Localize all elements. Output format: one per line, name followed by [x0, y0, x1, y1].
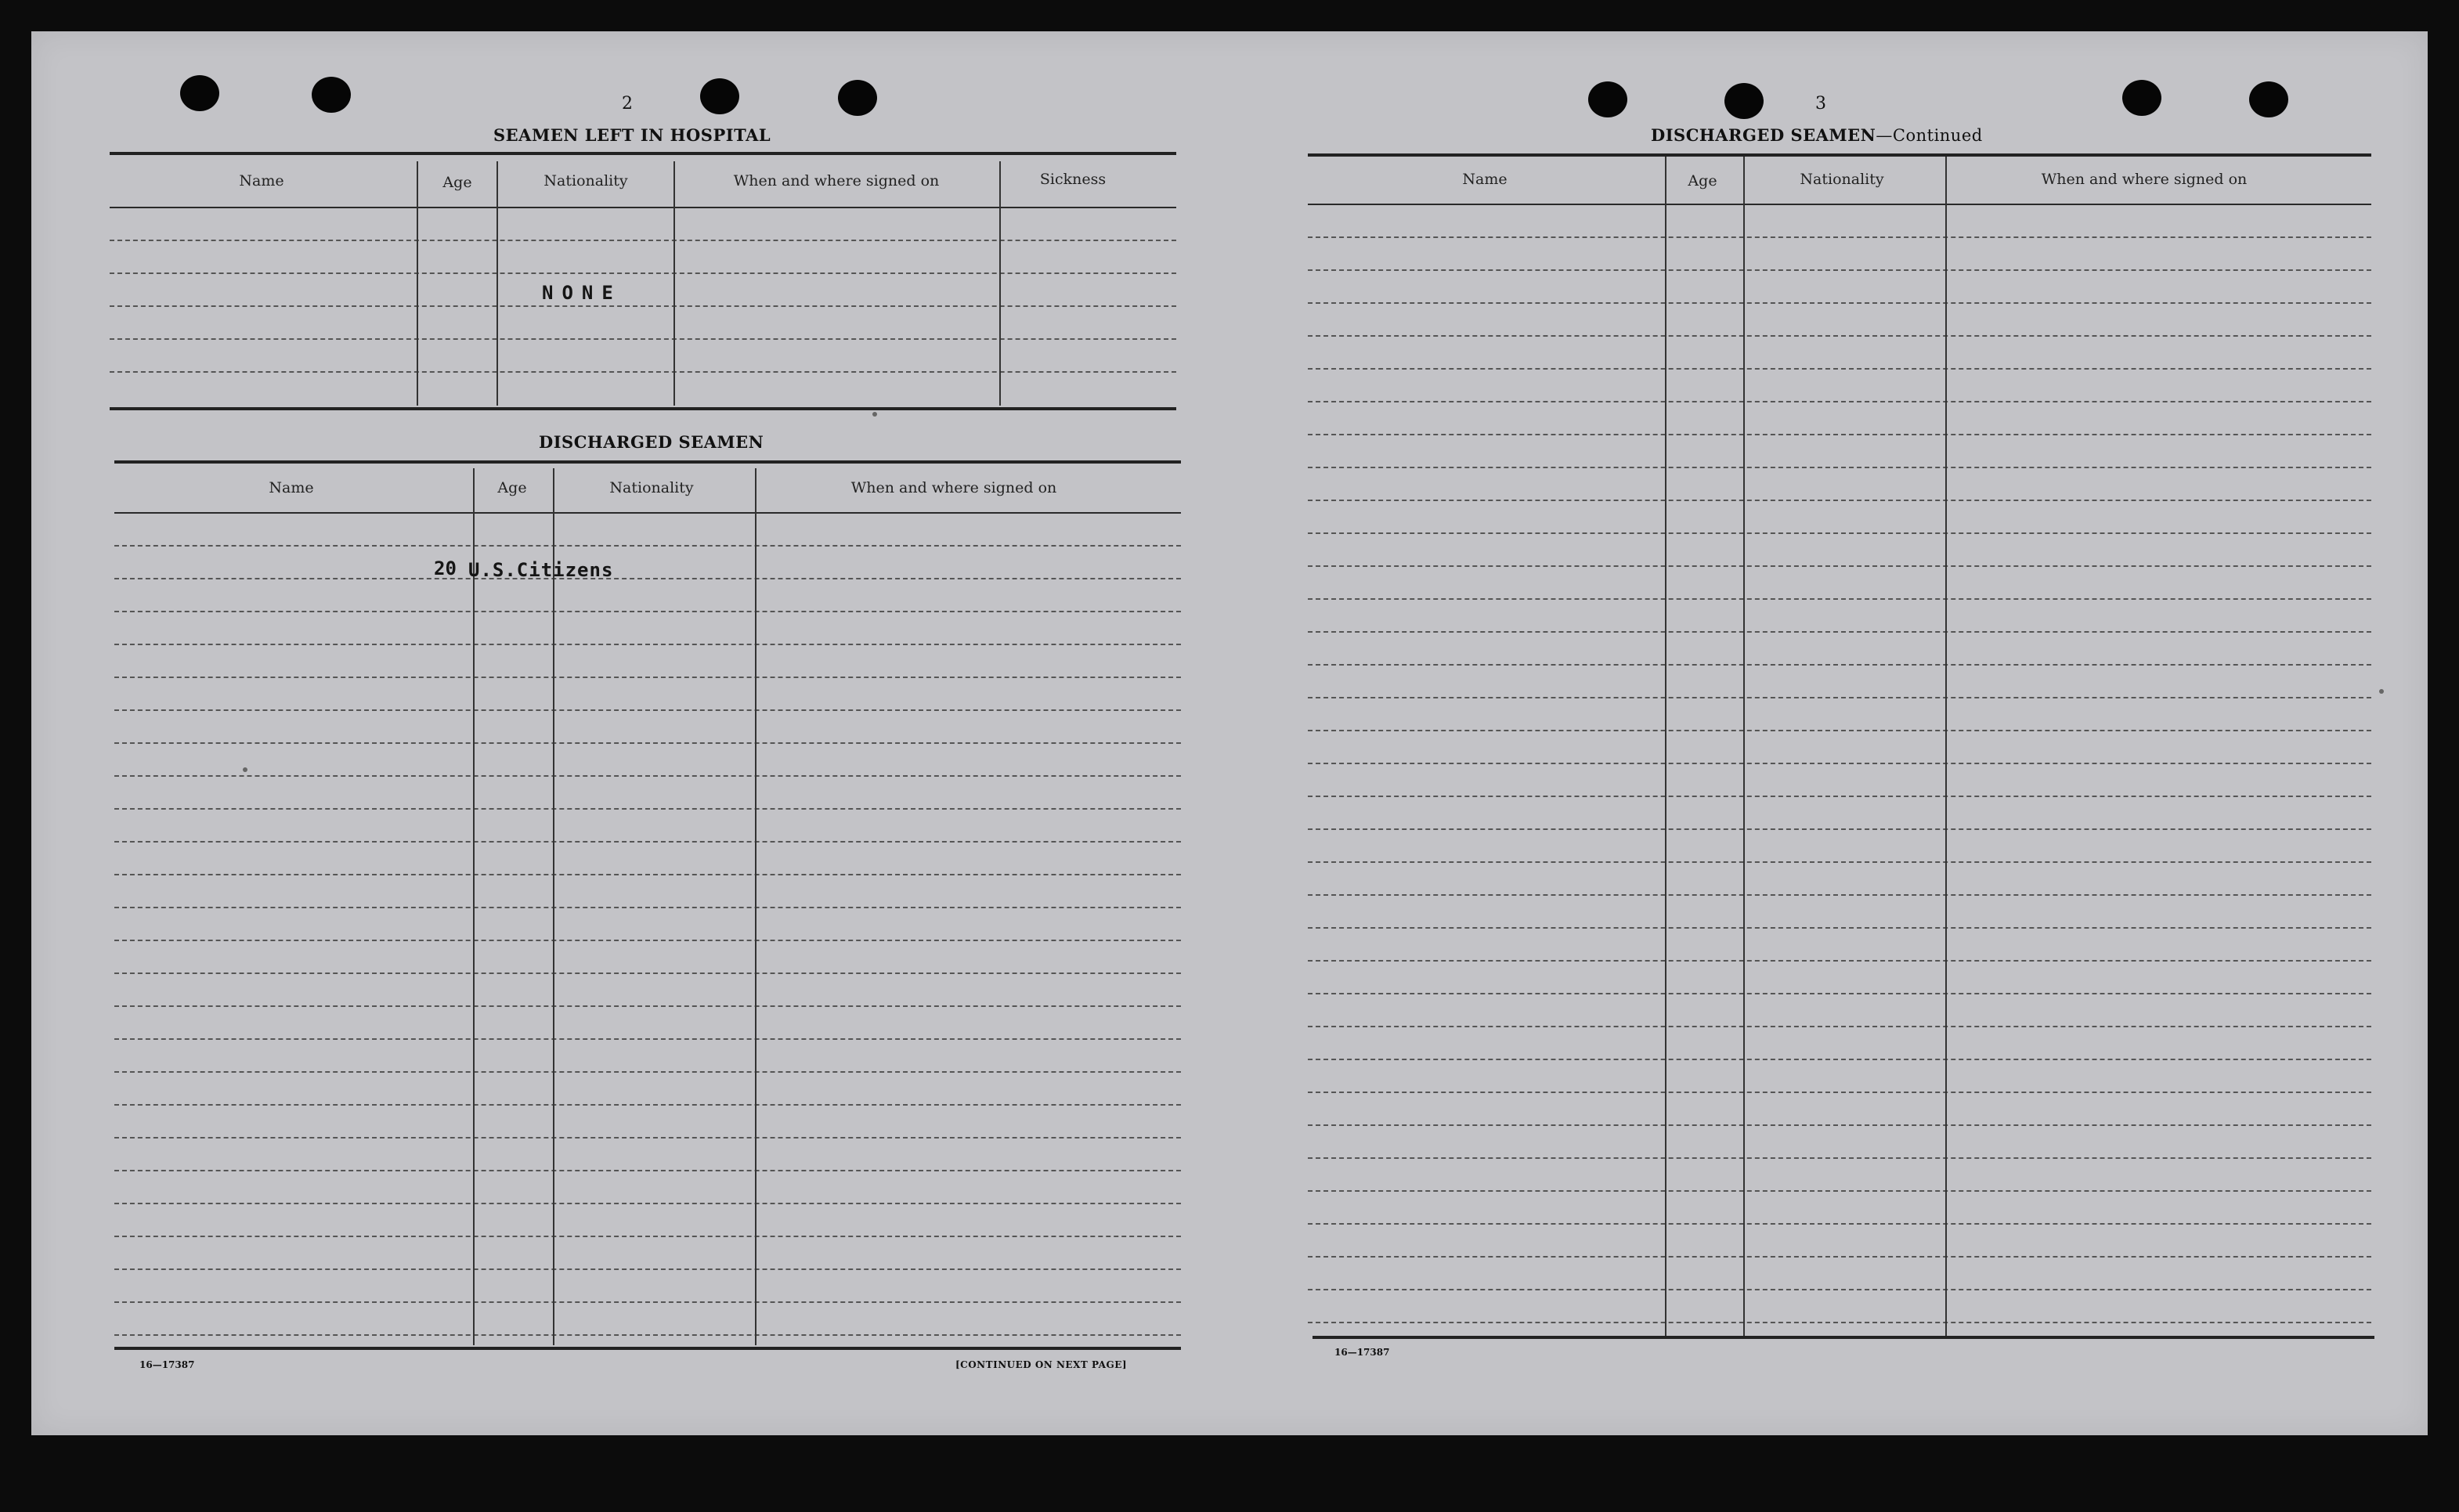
- col-age: Age: [1688, 172, 1717, 189]
- entry-line: [1308, 302, 2371, 304]
- rule: [110, 152, 1176, 155]
- entry-line: [1308, 894, 2371, 896]
- column-divider: [417, 161, 418, 406]
- entry-line: [1308, 763, 2371, 764]
- entry-line: [114, 973, 1181, 974]
- entry-line: [114, 742, 1181, 744]
- entry-line: [114, 940, 1181, 941]
- col-when-where: When and where signed on: [2041, 171, 2248, 188]
- col-nationality: Nationality: [609, 479, 694, 496]
- column-divider: [673, 161, 675, 406]
- entry-line: [1308, 467, 2371, 468]
- entry-line: [114, 611, 1181, 612]
- discharged-section-title: DISCHARGED SEAMEN: [539, 432, 764, 452]
- entry-line: [110, 305, 1176, 307]
- entry-line: [1308, 828, 2371, 830]
- entry-line: [1308, 1059, 2371, 1060]
- entry-line: [110, 272, 1176, 274]
- entry-line: [110, 240, 1176, 241]
- ink-speck: [243, 767, 247, 772]
- entry-line: [1308, 1092, 2371, 1093]
- entry-line: [1308, 1157, 2371, 1159]
- punch-hole: [1724, 83, 1764, 119]
- continued-note: [CONTINUED ON NEXT PAGE]: [955, 1359, 1128, 1370]
- col-sickness: Sickness: [1039, 171, 1107, 188]
- entry-line: [114, 1005, 1181, 1007]
- discharged-entry-text: U.S.Citizens: [468, 559, 614, 581]
- hospital-section-title: SEAMEN LEFT IN HOSPITAL: [493, 125, 771, 145]
- column-divider: [1743, 157, 1745, 1336]
- entry-line: [1308, 1026, 2371, 1027]
- col-when-where: When and where signed on: [850, 479, 1057, 496]
- entry-line: [1308, 1190, 2371, 1192]
- col-nationality: Nationality: [1800, 171, 1884, 188]
- entry-line: [1308, 532, 2371, 534]
- entry-line: [1308, 993, 2371, 994]
- entry-line: [1308, 960, 2371, 962]
- entry-line: [114, 1137, 1181, 1139]
- col-nationality: Nationality: [543, 172, 628, 189]
- entry-line: [1308, 236, 2371, 238]
- col-name: Name: [269, 479, 314, 496]
- header-rule: [114, 512, 1181, 514]
- form-number: 16—17387: [1334, 1347, 1390, 1358]
- punch-hole: [700, 78, 739, 114]
- entry-line: [114, 709, 1181, 711]
- entry-line: [1308, 1322, 2371, 1323]
- entry-line: [114, 545, 1181, 547]
- title-text: DISCHARGED SEAMEN: [1651, 125, 1876, 145]
- column-divider: [553, 468, 554, 1345]
- page-number: 3: [1815, 94, 1826, 114]
- column-divider: [755, 468, 756, 1345]
- rule: [114, 460, 1181, 464]
- punch-hole: [838, 80, 877, 116]
- entry-line: [114, 1268, 1181, 1270]
- entry-line: [114, 874, 1181, 875]
- entry-line: [114, 578, 1181, 579]
- header-rule: [1308, 204, 2371, 205]
- entry-line: [1308, 861, 2371, 863]
- continued-section-title: [1651, 125, 1983, 145]
- discharged-entry-count: 20: [434, 558, 457, 579]
- form-number: 16—17387: [139, 1359, 195, 1370]
- entry-line: [1308, 631, 2371, 633]
- entry-line: [1308, 1256, 2371, 1258]
- hospital-entry: NONE: [542, 282, 622, 304]
- entry-line: [114, 907, 1181, 908]
- entry-line: [1308, 730, 2371, 731]
- punch-hole: [312, 77, 351, 113]
- header-rule: [110, 207, 1176, 208]
- entry-line: [114, 808, 1181, 810]
- entry-line: [110, 338, 1176, 340]
- punch-hole: [1588, 81, 1627, 117]
- entry-line: [114, 1334, 1181, 1336]
- entry-line: [114, 1301, 1181, 1303]
- entry-line: [1308, 1289, 2371, 1290]
- entry-line: [110, 371, 1176, 373]
- column-divider: [1665, 157, 1666, 1336]
- col-age: Age: [497, 479, 527, 496]
- column-divider: [1945, 157, 1947, 1336]
- page-number: 2: [622, 94, 633, 114]
- entry-line: [114, 1236, 1181, 1237]
- column-divider: [473, 468, 475, 1345]
- entry-line: [114, 1104, 1181, 1106]
- entry-line: [1308, 335, 2371, 337]
- entry-line: [1308, 269, 2371, 271]
- entry-line: [1308, 697, 2371, 698]
- rule: [110, 407, 1176, 410]
- ink-speck: [2379, 689, 2384, 694]
- entry-line: [1308, 500, 2371, 501]
- entry-line: [1308, 368, 2371, 370]
- entry-line: [1308, 1223, 2371, 1225]
- entry-line: [114, 775, 1181, 777]
- entry-line: [1308, 401, 2371, 402]
- entry-line: [114, 1203, 1181, 1204]
- punch-hole: [180, 75, 219, 111]
- entry-line: [1308, 598, 2371, 600]
- col-name: Name: [1462, 171, 1508, 188]
- entry-line: [1308, 434, 2371, 435]
- col-age: Age: [442, 174, 472, 191]
- entry-line: [1308, 927, 2371, 929]
- entry-line: [114, 841, 1181, 843]
- entry-line: [1308, 664, 2371, 666]
- entry-line: [1308, 796, 2371, 797]
- title-suffix: —Continued: [1876, 126, 1983, 145]
- entry-line: [114, 677, 1181, 678]
- col-name: Name: [239, 172, 284, 189]
- entry-line: [1308, 1124, 2371, 1126]
- rule: [114, 1347, 1181, 1350]
- ink-speck: [872, 412, 877, 417]
- column-divider: [999, 161, 1001, 406]
- punch-hole: [2122, 80, 2161, 116]
- entry-line: [114, 1038, 1181, 1040]
- entry-line: [114, 1071, 1181, 1073]
- col-when-where: When and where signed on: [733, 172, 940, 189]
- entry-line: [1308, 565, 2371, 567]
- rule: [1313, 1336, 2374, 1339]
- entry-line: [114, 1170, 1181, 1171]
- rule: [1308, 153, 2371, 157]
- column-divider: [496, 161, 498, 406]
- entry-line: [114, 644, 1181, 645]
- punch-hole: [2249, 81, 2288, 117]
- ledger-sheet: [31, 31, 2428, 1435]
